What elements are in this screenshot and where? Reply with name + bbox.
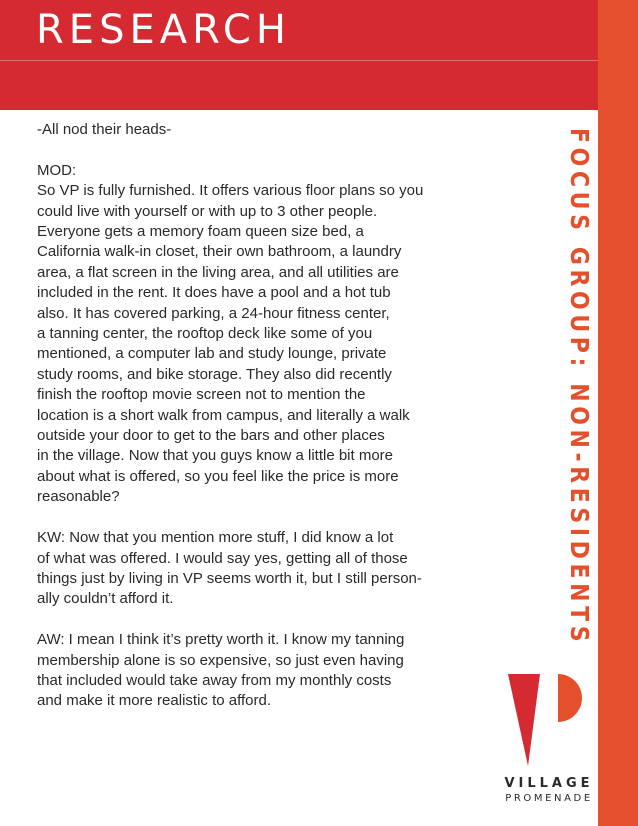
paragraph-stage-direction: -All nod their heads-: [37, 121, 172, 138]
page-title: RESEARCH: [36, 7, 291, 53]
logo-orange-half-disc: [558, 674, 582, 722]
header-divider: [0, 60, 598, 61]
village-promenade-logo-mark-icon: [508, 670, 588, 770]
header-banner: [0, 0, 598, 110]
section-title-vertical: FOCUS GROUP: NON-RESIDENTS: [564, 128, 593, 647]
paragraph-kw: KW: Now that you mention more stuff, I did know a lot of what was offered. I would say yes, getting all of those things just by living in VP seems worth it, but I still person- ally couldn’t afford it.: [37, 529, 422, 608]
logo-word-promenade: PROMENADE: [505, 793, 593, 804]
logo-word-village: VILLAGE: [504, 776, 594, 791]
paragraph-aw: AW: I mean I think it’s pretty worth it. I know my tanning membership alone is so expensive, so just even having that included would take away from my monthly costs and make it more realistic to afford.: [37, 631, 405, 710]
side-accent-strip: [598, 0, 638, 826]
logo-wordmark: [500, 776, 598, 806]
paragraph-moderator: MOD: So VP is fully furnished. It offers various floor plans so you could live with yourself or with up to 3 other people. Everyone gets a memory foam queen size bed, a California walk-in closet, their own bathroom, a laundry area, a flat screen in the living area, and all utilities are included in the rent. It does have a pool and a hot tub also. It has covered parking, a 24-hour fitness center, a tanning center, the rooftop deck like some of you mentioned, a computer lab and study lounge, private study rooms, and bike storage. They also did recently finish the rooftop movie screen not to mention the location is a short walk from campus, and literally a walk outside your door to get to the bars and other places in the village. Now that you guys know a little bit more about what is offered, so you feel like the price is more reasonable?: [37, 161, 424, 506]
transcript-body: [37, 120, 497, 732]
logo-red-triangle: [508, 674, 540, 766]
